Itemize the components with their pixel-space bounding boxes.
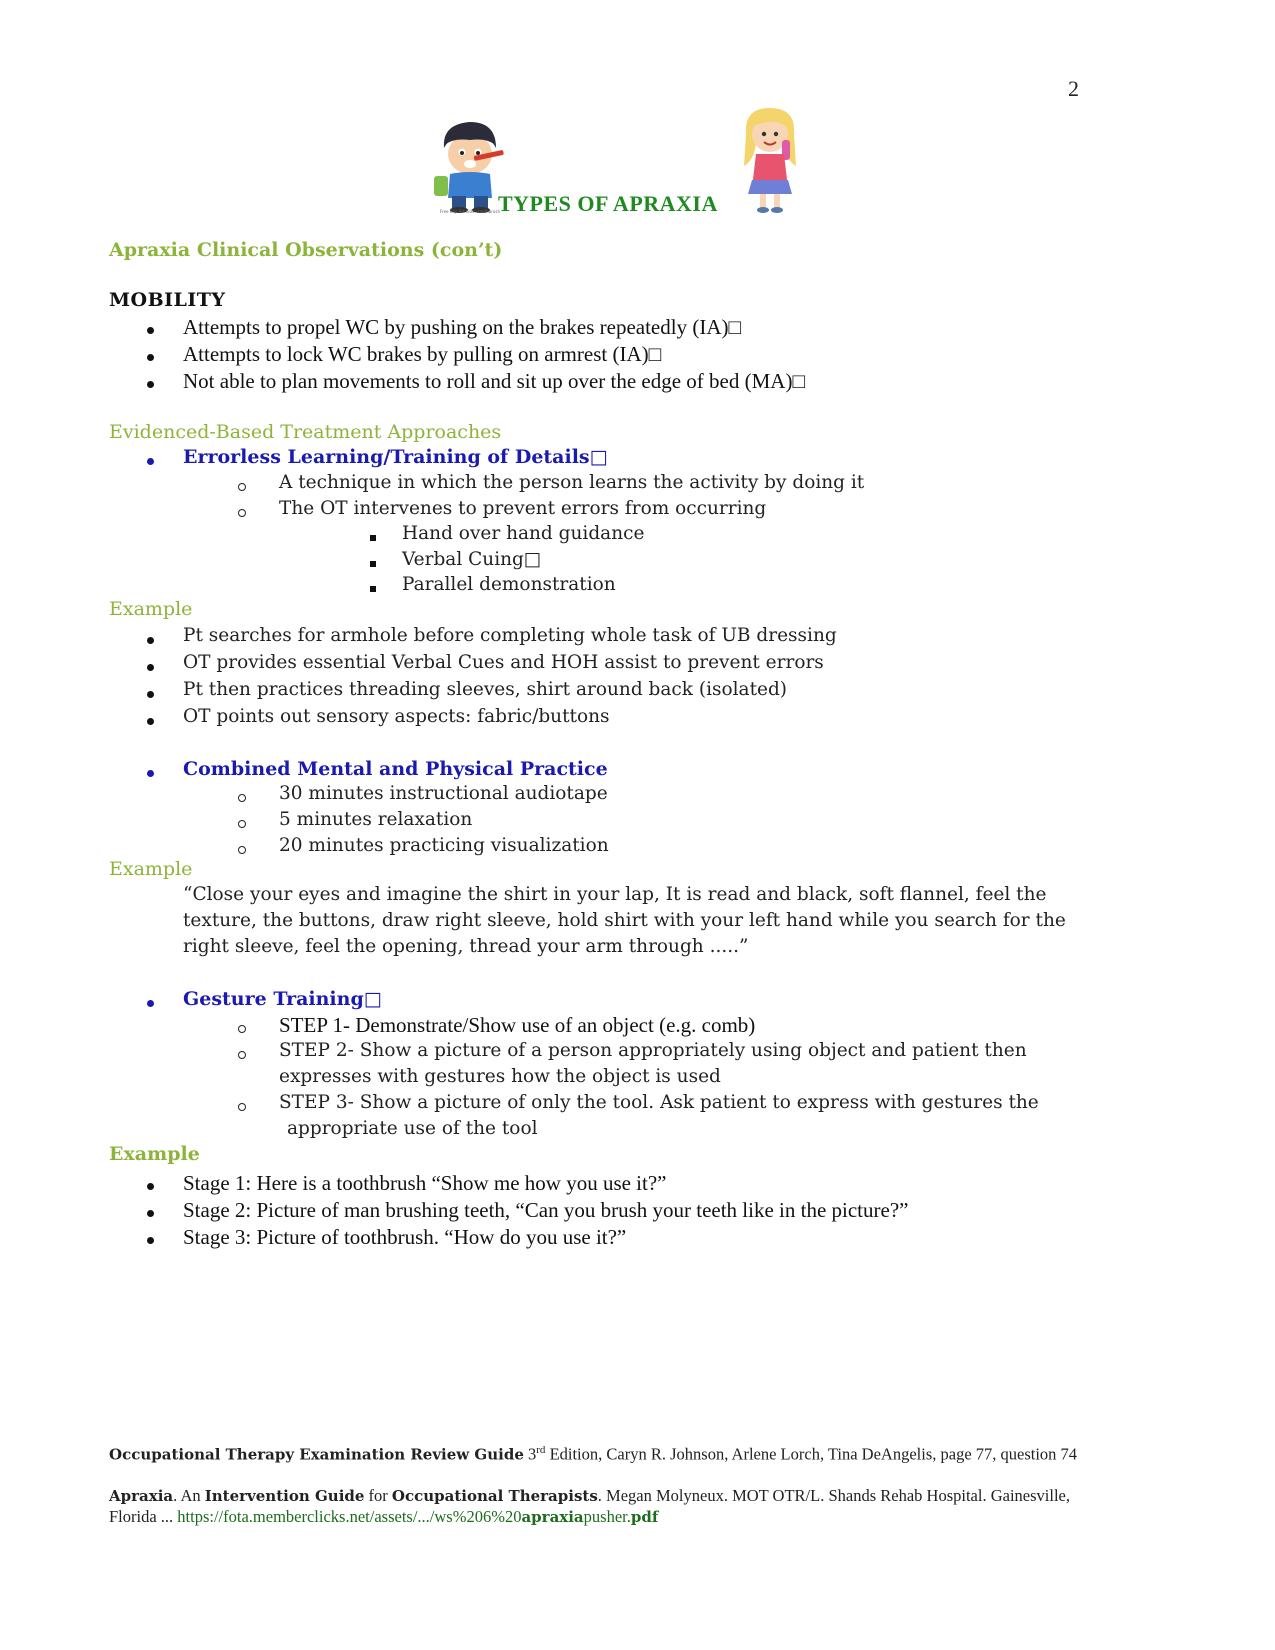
gesture-step: STEP 3- Show a picture of only the tool. Ask patient to express with gestures the — [279, 1092, 1039, 1113]
bullet — [238, 1025, 246, 1033]
bullet — [147, 664, 154, 671]
approach-subpoint: Parallel demonstration — [402, 574, 616, 595]
bullet — [147, 691, 154, 698]
bullet — [147, 327, 154, 334]
bullet — [147, 1237, 154, 1244]
bullet — [238, 846, 246, 854]
approach-title-errorless: Errorless Learning/Training of Details□ — [183, 446, 608, 468]
page-title: TYPES OF APRAXIA — [498, 191, 718, 216]
bullet — [147, 458, 154, 465]
mobility-item: Attempts to propel WC by pushing on the brakes repeatedly (IA)□ — [183, 315, 742, 339]
gesture-step-continued: appropriate use of the tool — [287, 1118, 538, 1139]
gesture-step: STEP 2- Show a picture of a person appropriately using object and patient then — [279, 1040, 1027, 1061]
approach-subpoint: Verbal Cuing□ — [402, 549, 542, 570]
example-item: Stage 2: Picture of man brushing teeth, “Can you brush your teeth like in the picture?” — [183, 1198, 909, 1222]
reference-link[interactable]: https://fota.memberclicks.net/assets/.../ws%206%20apraxiapusher.pdf — [177, 1507, 659, 1526]
bullet — [238, 1103, 246, 1111]
example-label: Example — [109, 858, 193, 880]
example-quote-line: right sleeve, feel the opening, thread your arm through .....” — [183, 936, 749, 957]
bullet — [238, 509, 246, 517]
bullet — [147, 770, 154, 777]
example-label: Example — [109, 1143, 200, 1165]
approach-point: 5 minutes relaxation — [279, 809, 473, 830]
bullet — [238, 820, 246, 828]
approach-title-combined: Combined Mental and Physical Practice — [183, 758, 608, 780]
gesture-step: STEP 1- Demonstrate/Show use of an object (e.g. comb) — [279, 1013, 756, 1037]
approach-point: The OT intervenes to prevent errors from occurring — [279, 498, 767, 519]
approach-subpoint: Hand over hand guidance — [402, 523, 645, 544]
bullet — [370, 561, 376, 567]
bullet — [147, 637, 154, 644]
bullet — [147, 381, 154, 388]
example-item: Stage 3: Picture of toothbrush. “How do you use it?” — [183, 1225, 627, 1249]
example-item: OT provides essential Verbal Cues and HOH assist to prevent errors — [183, 652, 824, 673]
girl-brushing-hair-illustration — [738, 104, 802, 216]
gesture-step-continued: expresses with gestures how the object is used — [279, 1066, 721, 1087]
example-item: Pt then practices threading sleeves, shirt around back (isolated) — [183, 679, 788, 700]
example-quote-line: “Close your eyes and imagine the shirt in your lap, It is read and black, soft flannel, feel the — [183, 884, 1047, 905]
reference-2-line-2: Florida ... https://fota.memberclicks.net/assets/.../ws%206%20apraxiapusher.pdf — [109, 1507, 659, 1526]
reference-1: Occupational Therapy Examination Review Guide 3rd Edition, Caryn R. Johnson, Arlene Lorch, Tina DeAngelis, page 77, question 74 — [109, 1444, 1078, 1464]
page-number: 2 — [1068, 76, 1079, 101]
approach-point: 20 minutes practicing visualization — [279, 835, 609, 856]
bullet — [147, 718, 154, 725]
boy-caption: Free Clip Art Kids - toothbrush — [440, 209, 501, 214]
bullet — [147, 1210, 154, 1217]
mobility-item: Attempts to lock WC brakes by pulling on armrest (IA)□ — [183, 342, 662, 366]
bullet — [238, 794, 246, 802]
example-label: Example — [109, 598, 193, 620]
section-heading-clinical: Apraxia Clinical Observations (con’t) — [109, 239, 503, 261]
bullet — [147, 1183, 154, 1190]
approach-point: A technique in which the person learns the activity by doing it — [279, 472, 865, 493]
bullet — [370, 586, 376, 592]
example-item: Pt searches for armhole before completing whole task of UB dressing — [183, 625, 837, 646]
bullet — [238, 1051, 246, 1059]
bullet — [370, 535, 376, 541]
example-item: OT points out sensory aspects: fabric/buttons — [183, 706, 610, 727]
example-quote-line: texture, the buttons, draw right sleeve, hold shirt with your left hand while you search for the — [183, 910, 1066, 931]
approach-title-gesture: Gesture Training□ — [183, 988, 382, 1010]
bullet — [147, 1000, 154, 1007]
bullet — [147, 354, 154, 361]
approach-point: 30 minutes instructional audiotape — [279, 783, 608, 804]
section-heading-treatment: Evidenced-Based Treatment Approaches — [109, 421, 502, 443]
mobility-heading: MOBILITY — [109, 289, 226, 311]
reference-2: Apraxia. An Intervention Guide for Occupational Therapists. Megan Molyneux. MOT OTR/L. Shands Rehab Hospital. Gainesville, — [109, 1486, 1070, 1505]
bullet — [238, 483, 246, 491]
mobility-item: Not able to plan movements to roll and sit up over the edge of bed (MA)□ — [183, 369, 806, 393]
example-item: Stage 1: Here is a toothbrush “Show me how you use it?” — [183, 1171, 667, 1195]
